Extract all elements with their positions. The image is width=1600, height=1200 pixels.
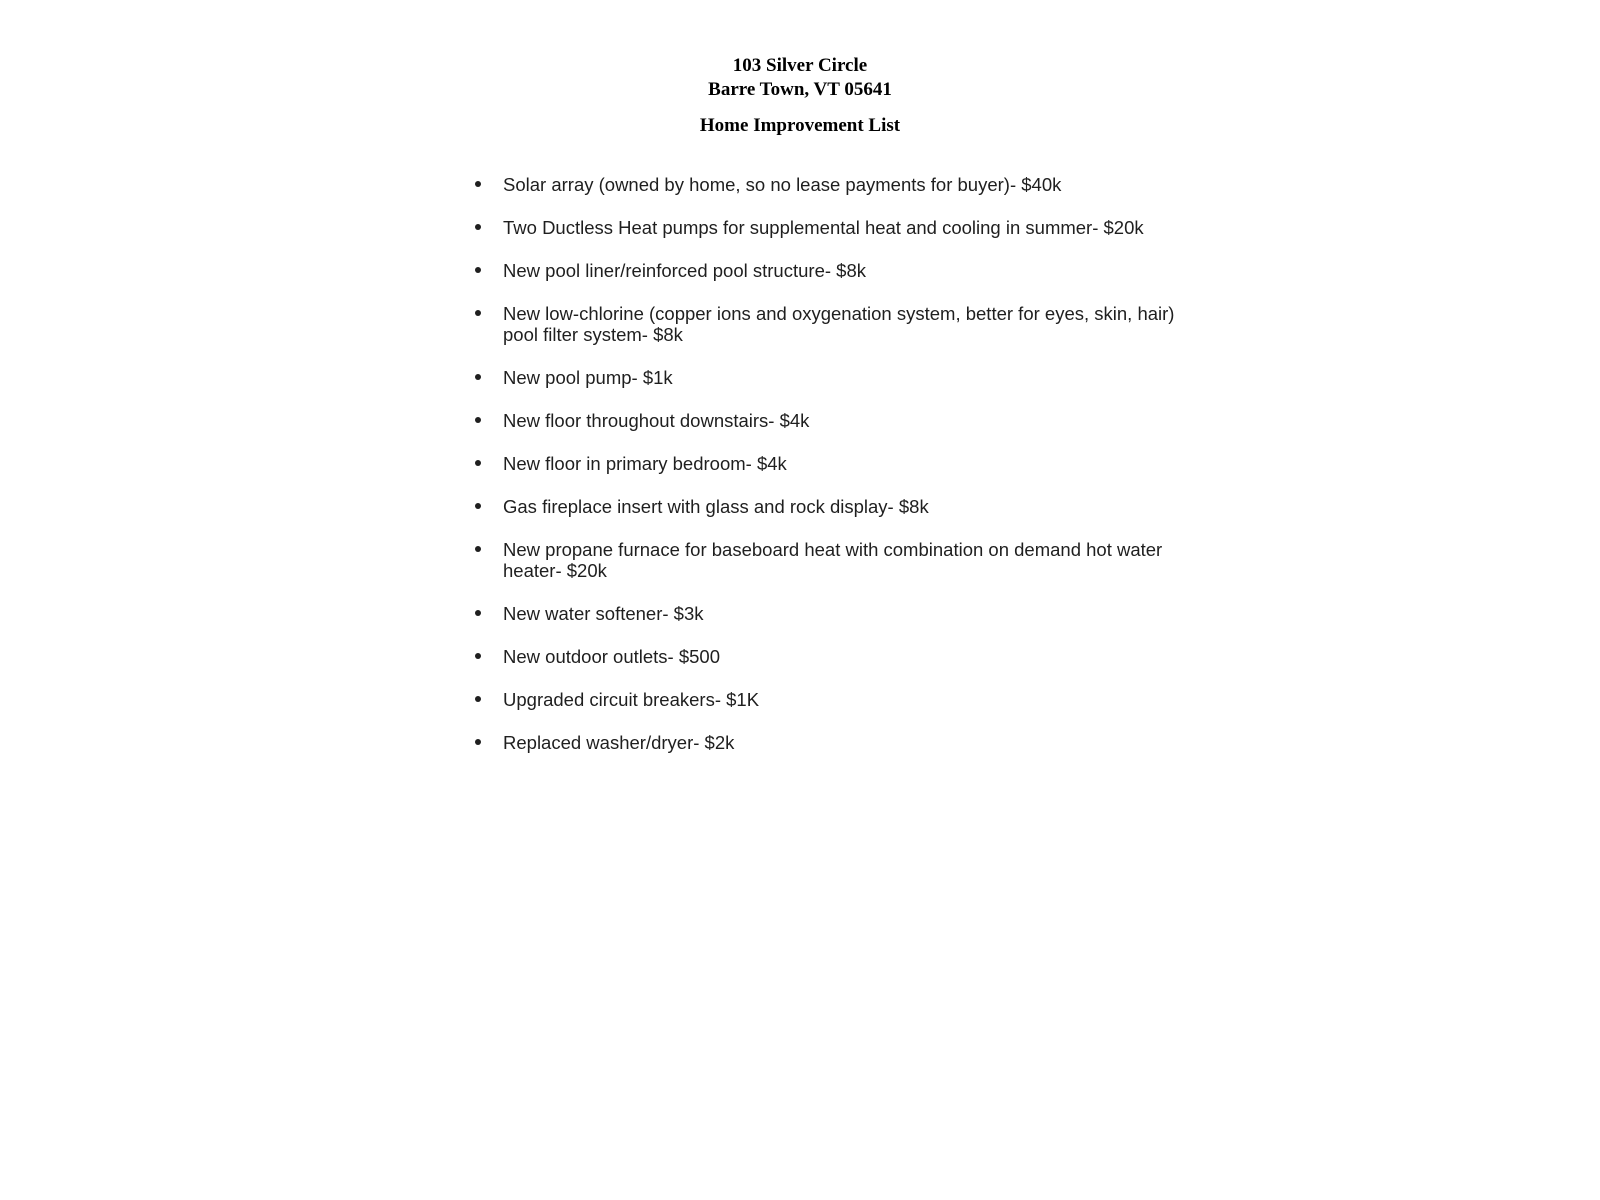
bullet-icon (475, 696, 481, 702)
list-item-text: New low-chlorine (copper ions and oxygenation system, better for eyes, skin, hair) pool filter system- $8k (503, 303, 1175, 345)
bullet-icon (475, 374, 481, 380)
list-item (470, 689, 1180, 710)
list-item-text: Gas fireplace insert with glass and rock display- $8k (503, 496, 929, 517)
address-line-2: Barre Town, VT 05641 (708, 79, 892, 100)
bullet-icon (475, 653, 481, 659)
list-item-text: New pool liner/reinforced pool structure- $8k (503, 260, 866, 281)
list-item-text: New floor in primary bedroom- $4k (503, 453, 787, 474)
list-item (470, 303, 1180, 345)
list-item (470, 496, 1180, 517)
list-item-text: Upgraded circuit breakers- $1K (503, 689, 760, 710)
list-item (470, 603, 1180, 624)
list-item (470, 539, 1180, 581)
bullet-icon (475, 224, 481, 230)
list-item-text: Solar array (owned by home, so no lease payments for buyer)- $40k (503, 174, 1062, 195)
document-title: Home Improvement List (699, 115, 901, 136)
bullet-icon (475, 503, 481, 509)
list-item (470, 646, 1180, 667)
list-item-text: Two Ductless Heat pumps for supplemental heat and cooling in summer- $20k (503, 217, 1144, 238)
list-item (470, 410, 1180, 431)
document-header (0, 54, 1600, 138)
improvement-list (470, 174, 1180, 775)
bullet-icon (475, 267, 481, 273)
list-item (470, 260, 1180, 281)
list-item-text: Replaced washer/dryer- $2k (503, 732, 735, 753)
bullet-icon (475, 310, 481, 316)
list-item-text: New propane furnace for baseboard heat with combination on demand hot water heater- $20k (503, 539, 1163, 581)
bullet-icon (475, 417, 481, 423)
list-item-text: New water softener- $3k (503, 603, 704, 624)
list-item (470, 367, 1180, 388)
list-item-text: New pool pump- $1k (503, 367, 673, 388)
list-item (470, 453, 1180, 474)
bullet-icon (475, 739, 481, 745)
address-line-1: 103 Silver Circle (732, 55, 868, 76)
bullet-icon (475, 460, 481, 466)
list-item (470, 732, 1180, 753)
bullet-icon (475, 610, 481, 616)
list-item (470, 174, 1180, 195)
bullet-icon (475, 181, 481, 187)
list-item-text: New floor throughout downstairs- $4k (503, 410, 810, 431)
bullet-icon (475, 546, 481, 552)
list-item (470, 217, 1180, 238)
list-item-text: New outdoor outlets- $500 (503, 646, 720, 667)
